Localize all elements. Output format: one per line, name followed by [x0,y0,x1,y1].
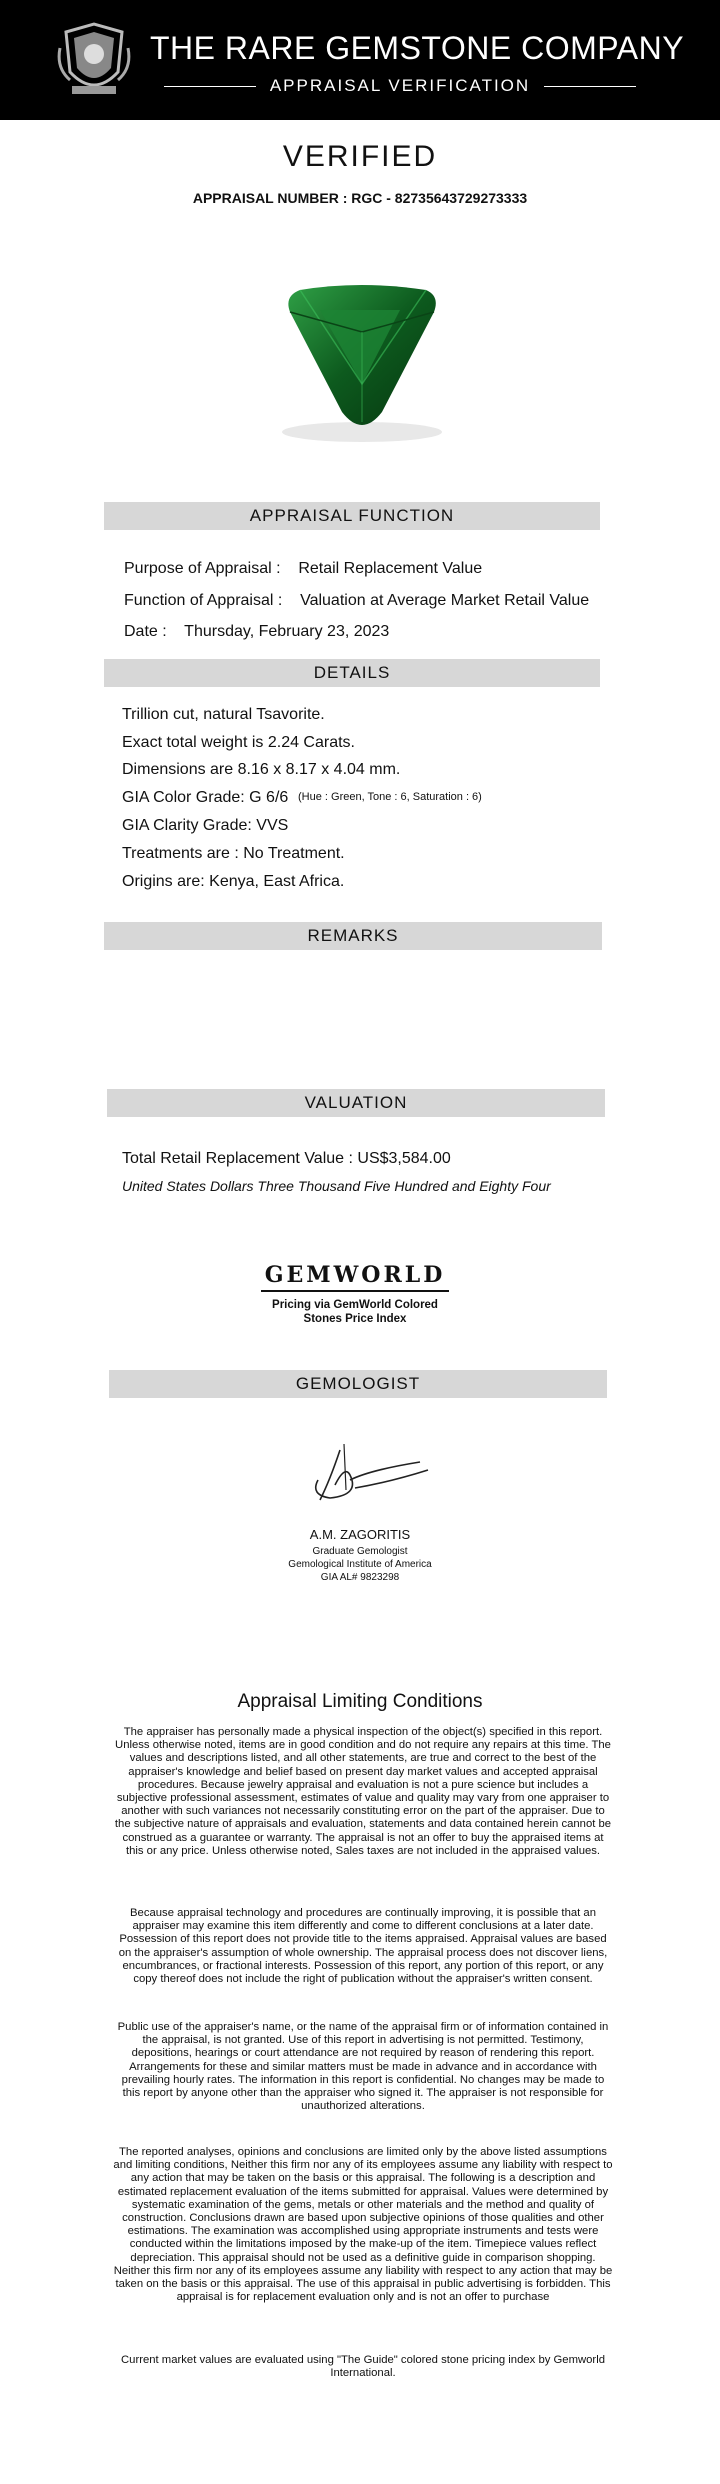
gemologist-name: A.M. ZAGORITIS [309,1527,411,1542]
subtitle: APPRAISAL VERIFICATION [269,76,531,95]
signature-icon [300,1440,430,1510]
crest-logo-icon [54,18,134,104]
function-of-appraisal: Function of Appraisal : Valuation at Average Market Retail Value [124,592,590,609]
subtitle-row [150,74,650,98]
conditions-paragraph-5: Current market values are evaluated using "The Guide" colored stone pricing index by Gemworld International. [121,2354,605,2380]
detail-cut: Trillion cut, natural Tsavorite. [122,706,325,723]
detail-weight: Exact total weight is 2.24 Carats. [122,734,355,751]
trillion-gem-icon [250,272,470,452]
gemologist-heading: GEMOLOGIST [109,1370,607,1398]
company-name: THE RARE GEMSTONE COMPANY [150,30,685,66]
valuation-words: United States Dollars Three Thousand Five Hundred and Eighty Four [122,1178,551,1194]
gemworld-caption-2: Stones Price Index [303,1313,407,1325]
appraisal-date: Date : Thursday, February 23, 2023 [124,623,390,640]
conditions-paragraph-1: The appraiser has personally made a physical inspection of the object(s) specified in this report. Unless otherwise noted, items are in good condition and do not require any repairs at this time. The values and descriptions listed, and all other statements, are true and correct to the best of the appraiser's knowledge and belief based on present day market values and accepted appraisal procedures. Because jewelry appraisal and evaluation is not a pure science but includes a subjective professional assessment, estimates of value and quality may vary from one appraiser to another with such variances not necessarily constituting error on the part of the appraiser. Due to the subjective nature of appraisals and evaluation, statements and data contained herein cannot be construed as a guarantee or warranty. The appraisal is not an offer to buy the appraised items at this or any price. Unless otherwise noted, Sales taxes are not included in the appraised values. [114,1726,612,1857]
remarks-heading: REMARKS [104,922,602,950]
detail-treatments: Treatments are : No Treatment. [122,845,345,862]
gemologist-gia-number: GIA AL# 9823298 [320,1572,400,1583]
detail-color-grade: GIA Color Grade: G 6/6 [122,789,289,806]
valuation-heading: VALUATION [107,1089,605,1117]
gemworld-logo: GEMWORLD [261,1262,450,1292]
subtitle-divider-right [544,86,636,87]
detail-color-note: (Hue : Green, Tone : 6, Saturation : 6) [298,791,482,803]
detail-origin: Origins are: Kenya, East Africa. [122,873,345,890]
gemologist-title: Graduate Gemologist [312,1546,408,1557]
conditions-paragraph-4: The reported analyses, opinions and conclusions are limited only by the above listed assumptions and limiting conditions, Neither this firm nor any of its employees assume any liability with respect to any action that may be taken on the basis or this appraisal. The following is a description and estimated replacement evaluation of the items submitted for appraisal. Values were determined by systematic examination of the gems, metals or other materials and the method and quality of construction. Conclusions drawn are based upon subjective opinions of those qualities and other estimations. The examination was accomplished using appropriate instruments and tests were conducted within the limitations imposed by the make-up of the item. Timepiece values reflect depreciation. This appraisal should not be used as a definitive guide in comparison shopping. Neither this firm nor any of its employees assume any liability with respect to any action that may be taken on the basis or this appraisal. The use of this appraisal in public advertising is forbidden. This appraisal is for replacement evaluation only and is not an offer to purchase [113,2146,613,2304]
conditions-paragraph-2: Because appraisal technology and procedures are continually improving, it is possible that an appraiser may examine this item differently and come to different conclusions at a later date. Possession of this report does not provide title to the items appraised. Appraisal values are based on the appraiser's assumption of whole ownership. The appraisal process does not discover liens, encumbrances, or fractional interests. Possession of this report, any portion of this report, or any copy thereof does not include the right of publication without the appraiser's written consent. [118,1907,608,1986]
gemworld-caption-1: Pricing via GemWorld Colored [272,1299,438,1311]
appraisal-number: APPRAISAL NUMBER : RGC - 82735643729273333 [192,190,528,206]
verified-status: VERIFIED [282,140,438,173]
subtitle-divider-left [164,86,256,87]
conditions-paragraph-3: Public use of the appraiser's name, or the name of the appraisal firm or of information contained in the appraisal, is not granted. Use of this report in advertising is not permitted. Testimony, depositions, hearings or court attendance are not required by reason of rendering this report. Arrangements for these and similar matters must be made in advance and in accordance with prevailing hourly rates. The information in this report is confidential. No changes may be made to this report by anyone other than the appraiser who signed it. The appraiser is not responsible for unauthorized alterations. [117,2021,609,2113]
header-banner [0,0,720,120]
appraisal-function-heading: APPRAISAL FUNCTION [104,502,600,530]
valuation-total: Total Retail Replacement Value : US$3,584.00 [122,1150,451,1167]
purpose-of-appraisal: Purpose of Appraisal : Retail Replacement Value [124,560,483,577]
conditions-title: Appraisal Limiting Conditions [237,1691,483,1712]
gemworld-block [255,1262,455,1342]
details-heading: DETAILS [104,659,600,687]
gemologist-institute: Gemological Institute of America [288,1559,432,1570]
detail-clarity: GIA Clarity Grade: VVS [122,817,289,834]
detail-dimensions: Dimensions are 8.16 x 8.17 x 4.04 mm. [122,761,401,778]
